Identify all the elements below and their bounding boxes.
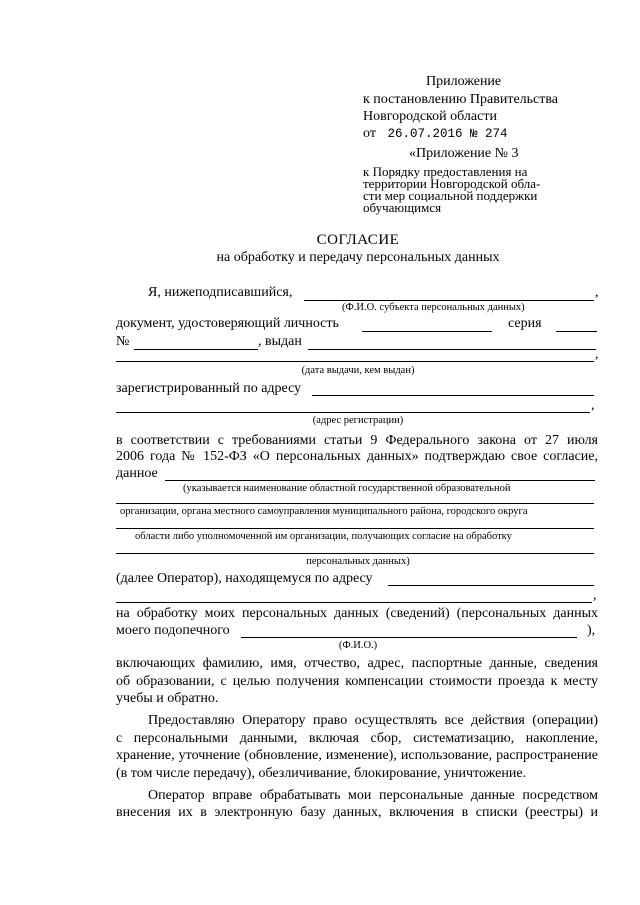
caption-org-2: организации, органа местного самоуправления муниципального района, городского округа [120, 506, 528, 517]
comma-4: , [593, 588, 597, 603]
issued-underline-2 [116, 361, 594, 362]
header-date: 26.07.2016 № 274 [387, 127, 508, 141]
label-issued: , выдан [258, 334, 302, 349]
header-date-line [363, 126, 507, 142]
document-title: СОГЛАСИЕ [316, 232, 400, 248]
header-date-prefix: от [363, 126, 376, 141]
annex-line-4: обучающимся [363, 200, 442, 215]
ward-underline [241, 637, 577, 638]
caption-org-4: персональных данных) [306, 556, 410, 567]
paragraph-3-line-2: об образовании, с целью получения компенсации стоимости проезда к месту [116, 674, 598, 689]
comma-3: , [591, 398, 595, 413]
given-underline [165, 480, 595, 481]
caption-fio: (Ф.И.О. субъекта персональных данных) [342, 302, 525, 313]
label-operator: (далее Оператор), находящемуся по адресу [116, 571, 373, 586]
operator-address-underline-2 [116, 602, 592, 603]
fio-underline [304, 300, 594, 301]
number-underline [134, 349, 258, 350]
label-number: № [116, 334, 130, 349]
comma-1: , [595, 285, 599, 300]
caption-org-1: (указывается наименование областной государственной образовательной [183, 483, 511, 494]
label-given: данное [116, 466, 158, 481]
paragraph-2-line-1: на обработку моих персональных данных (сведений) (персональных данных [116, 606, 598, 621]
header-line-1: Приложение [426, 74, 502, 89]
paragraph-3-line-3: учебы и обратно. [116, 691, 219, 706]
document-subtitle: на обработку и передачу персональных данных [216, 250, 500, 265]
label-series: серия [508, 316, 542, 331]
annex-line-2: территории Новгородской обла- [363, 176, 541, 191]
header-line-3: Новгородской области [363, 109, 497, 124]
caption-address: (адрес регистрации) [312, 415, 404, 426]
header-line-2: к постановлению Правительства [363, 92, 559, 107]
caption-org-3: области либо уполномоченной им организации, получающих согласие на обработку [135, 531, 512, 542]
org-underline-2 [116, 528, 594, 529]
annex-line-3: сти мер социальной поддержки [363, 188, 538, 203]
paragraph-1-line-2: 2006 года № 152-ФЗ «О персональных данных» подтверждаю свое согласие, [116, 449, 598, 464]
label-undersigned: Я, нижеподписавшийся, [148, 285, 293, 300]
comma-2: , [595, 347, 599, 362]
document-underline [362, 331, 492, 332]
paragraph-1-line-1: в соответствии с требованиями статьи 9 Федерального закона от 27 июля [116, 433, 598, 448]
paragraph-3-line-1: включающих фамилию, имя, отчество, адрес, паспортные данные, сведения [116, 656, 598, 671]
series-underline [556, 331, 597, 332]
paragraph-5-line-2: внесения их в электронную базу данных, включения в списки (реестры) и [116, 805, 598, 820]
issued-underline [308, 349, 596, 350]
label-registered: зарегистрированный по адресу [116, 381, 302, 396]
caption-issue: (дата выдачи, кем выдан) [301, 365, 415, 376]
paragraph-5-line-1: Оператор вправе обрабатывать мои персональные данные посредством [148, 788, 598, 803]
caption-fio-2: (Ф.И.О.) [338, 640, 378, 651]
org-underline-1 [116, 503, 594, 504]
address-underline-2 [116, 412, 590, 413]
operator-address-underline [388, 585, 594, 586]
label-document: документ, удостоверяющий личность [116, 316, 339, 331]
paragraph-4-line-1: Предоставляю Оператору право осуществлять все действия (операции) [148, 713, 598, 728]
label-ward: моего подопечного [116, 623, 230, 638]
annex-title: «Приложение № 3 [409, 146, 519, 161]
annex-line-1: к Порядку предоставления на [363, 164, 528, 179]
paragraph-4-line-2: с персональными данными, включая сбор, систематизацию, накопление, [116, 731, 598, 746]
paragraph-4-line-3: хранение, уточнение (обновление, изменение), использование, распространение [116, 748, 598, 763]
address-underline [312, 395, 594, 396]
ward-end: ), [587, 623, 596, 638]
org-underline-3 [116, 553, 594, 554]
paragraph-4-line-4: (в том числе передачу), обезличивание, блокирование, уничтожение. [116, 766, 527, 781]
